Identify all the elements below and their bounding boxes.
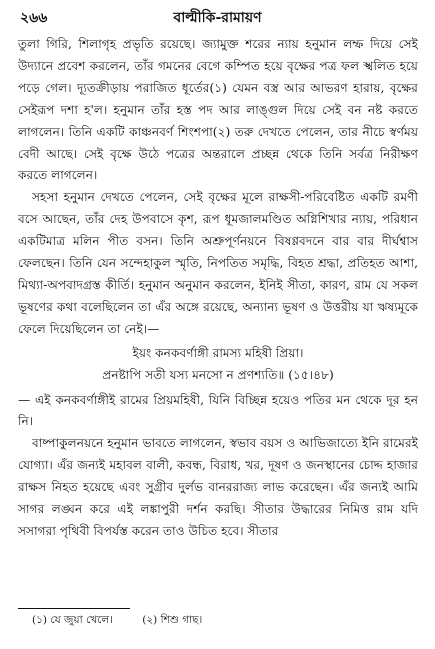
- page-header: [20, 6, 415, 28]
- paragraph-3: — এই কনকবর্ণাঙ্গীই রামের প্রিয়মহিষী, যিনি বিচ্ছিন্ন হয়েও পতির মন থেকে দূর হন নি।: [18, 392, 418, 429]
- verse-line-1: ইয়ং কনকবর্ণাঙ্গী রামস্য মহিষী প্রিয়া।: [132, 345, 304, 360]
- paragraph-4: বাষ্পাকুলনয়নে হনুমান ভাবতে লাগলেন, স্বভাব বয়স ও আভিজাত্যে ইনি রামেরই যোগ্যা। এঁর জন্যই মহাবল বালী, কবন্ধ, বিরাধ, খর, দূষণ ও জনস্থানের চোদ্দ হাজার রাক্ষস নিহত হয়েছে এবং সুগ্রীব দুর্লভ বানররাজ্য লাভ করেছেন। এঁর জন্যই আমি সাগর লঙ্ঘন করে এই লঙ্কাপুরী দর্শন করছি। সীতার উদ্ধারের নিমিত্ত রাম যদি সসাগরা পৃথিবী বিপর্যস্ত করেন তাও উচিত হবে। সীতার: [18, 436, 418, 538]
- paragraph-2: সহসা হনুমান দেখতে পেলেন, সেই বৃক্ষের মূলে রাক্ষসী-পরিবেষ্টিত একটি রমণী বসে আছেন, তাঁর দেহ উপবাসে কৃশ, রূপ ধূমজালমণ্ডিত অগ্নিশিখার ন্যায়, পরিধান একটিমাত্র মলিন পীত বসন। তিনি অশ্রুপূর্ণনয়নে বিষণ্ণবদনে বার বার দীর্ঘশ্বাস ফেলছেন। তিনি যেন সন্দেহাকুল স্মৃতি, নিপতিত সমৃদ্ধি, বিহত শ্রদ্ধা, প্রতিহত আশা, মিথ্যা-অপবাদগ্রস্ত কীর্তি। হনুমান অনুমান করলেন, ইনিই সীতা, কারণ, রাম যে সকল ভূষণের কথা বলেছিলেন তা এঁর অঙ্গে রয়েছে, অন্যান্য ভূষণ ও উত্তরীয় যা ঋষ্যমূকে ফেলে দিয়েছিলেন তা নেই।—: [18, 190, 418, 336]
- page-number: ২৬৬: [20, 10, 48, 26]
- footnotes: [32, 613, 228, 630]
- page-body: [18, 34, 418, 543]
- footnote-1: (১) যে জুয়া খেলে।: [32, 614, 113, 626]
- verse-line-2: প্রনষ্টাপি সতী যস্য মনসো ন প্রণশ্যতি॥ (১৫।৪৮): [102, 367, 334, 382]
- sanskrit-verse: [18, 343, 418, 387]
- footnote-divider: [18, 608, 130, 609]
- running-title: বাল্মীকি-রামায়ণ: [173, 10, 262, 26]
- footnote-2: (২) শিশু গাছ।: [142, 614, 203, 626]
- paragraph-1: তুলা গিরি, শিলাগৃহ প্রভৃতি রয়েছে। জ্যামুক্ত শরের ন্যায় হনুমান লম্ফ দিয়ে সেই উদ্যানে প্রবেশ করলেন, তাঁর গমনের বেগে কম্পিত হয়ে বৃক্ষের পত্র ফল স্খলিত হয়ে পড়ে গেল। দ্যূতক্রীড়ায় পরাজিত ধূর্তের(১) যেমন বস্ত্র আর আভরণ হারায়, বৃক্ষের সেইরূপ দশা হ'ল। হনুমান তাঁর হস্ত পদ আর লাঙ্গুল দিয়ে সেই বন নষ্ট করতে লাগলেন। তিনি একটি কাঞ্চনবর্ণ শিংশপা(২) তরু দেখতে পেলেন, তার নীচে স্বর্ণময় বেদী আছে। সেই বৃক্ষে উঠে পত্রের অন্তরালে প্রচ্ছন্ন থেকে তিনি সর্বত্র নিরীক্ষণ করতে লাগলেন।: [18, 37, 418, 183]
